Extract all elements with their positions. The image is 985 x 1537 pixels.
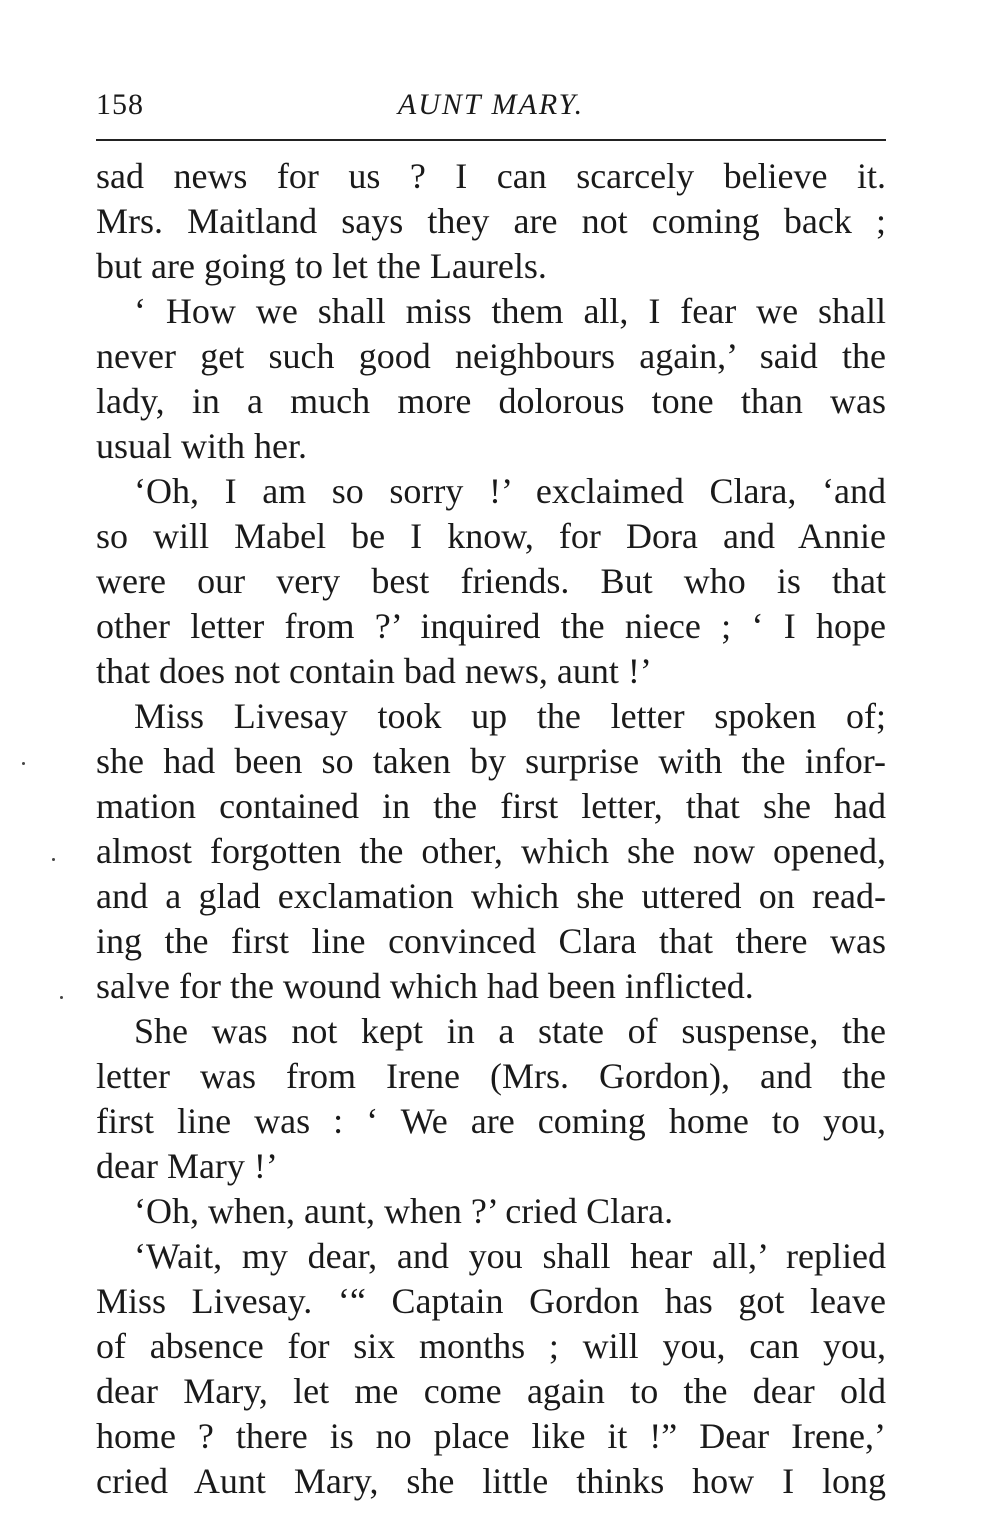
page-number: 158	[96, 88, 144, 121]
running-title: AUNT MARY.	[397, 88, 585, 121]
text-line: ‘Oh, when, aunt, when ?’ cried Clara.	[134, 1191, 674, 1231]
text-line: mation contained in the first letter, that she had	[96, 786, 886, 826]
text-line: almost forgotten the other, which she now opened,	[96, 831, 886, 871]
text-line: sad news for us ? I can scarcely believe it.	[96, 156, 886, 196]
text-line: Miss Livesay. ‘“ Captain Gordon has got leave	[96, 1281, 886, 1321]
text-line: other letter from ?’ inquired the niece ; ‘ I hope	[96, 606, 886, 646]
text-line: ‘ How we shall miss them all, I fear we shall	[134, 291, 886, 331]
text-line: ‘Wait, my dear, and you shall hear all,’ replied	[134, 1236, 886, 1276]
text-line: usual with her.	[96, 426, 307, 466]
header-rule	[96, 139, 886, 141]
scan-speck	[60, 996, 63, 999]
text-line: she had been so taken by surprise with the infor-	[96, 741, 886, 781]
text-line: salve for the wound which had been inflicted.	[96, 966, 754, 1006]
text-line: Mrs. Maitland says they are not coming back ;	[96, 201, 886, 241]
text-line: Miss Livesay took up the letter spoken of;	[134, 696, 886, 736]
text-line: She was not kept in a state of suspense, the	[134, 1011, 886, 1051]
scan-speck	[52, 858, 55, 861]
body-text	[96, 154, 886, 1504]
text-line: dear Mary !’	[96, 1146, 278, 1186]
text-line: but are going to let the Laurels.	[96, 246, 547, 286]
text-line: were our very best friends. But who is that	[96, 561, 886, 601]
text-line: first line was : ‘ We are coming home to you,	[96, 1101, 886, 1141]
text-line: of absence for six months ; will you, can you,	[96, 1326, 886, 1366]
text-line: so will Mabel be I know, for Dora and Annie	[96, 516, 886, 556]
text-line: dear Mary, let me come again to the dear old	[96, 1371, 886, 1411]
text-line: never get such good neighbours again,’ said the	[96, 336, 886, 376]
scan-speck	[22, 762, 25, 765]
page-header	[96, 82, 886, 130]
text-line: home ? there is no place like it !” Dear Irene,’	[96, 1416, 886, 1456]
text-line: lady, in a much more dolorous tone than was	[96, 381, 886, 421]
text-line: and a glad exclamation which she uttered on read-	[96, 876, 886, 916]
text-line: cried Aunt Mary, she little thinks how I long	[96, 1461, 886, 1501]
text-line: letter was from Irene (Mrs. Gordon), and the	[96, 1056, 886, 1096]
text-line: ing the first line convinced Clara that there was	[96, 921, 886, 961]
text-line: ‘Oh, I am so sorry !’ exclaimed Clara, ‘and	[134, 471, 886, 511]
text-line: that does not contain bad news, aunt !’	[96, 651, 652, 691]
